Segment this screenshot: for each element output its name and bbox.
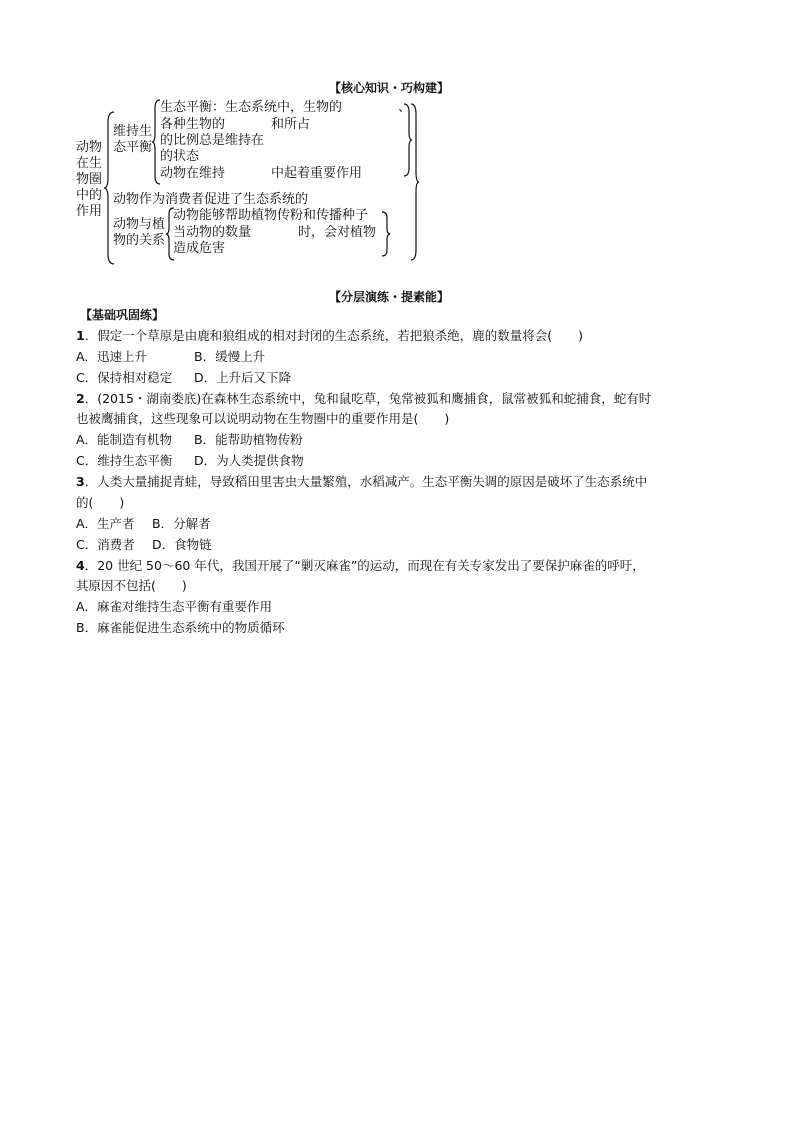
root-line-3: 物圈 [76,172,103,187]
b1-line-3: 的比例总是维持在 [160,133,265,148]
question-number: 2 [76,391,85,406]
question-number: 4 [76,558,85,573]
b1-line-1: 生态平衡：生态系统中，生物的 [160,100,343,115]
b1-line-2b: 和所占 [271,117,311,132]
q1-option-c[interactable]: C．保持相对稳定 [76,370,173,385]
q4-option-a[interactable]: A．麻雀对维持生态平衡有重要作用 [76,599,273,614]
branch1-line-2: 态平衡 [113,140,153,155]
b3-line-3: 造成危害 [173,241,226,256]
branch3-line-1: 动物与植 [113,217,166,232]
question-1-stem [76,328,583,344]
question-4-stem-line-1 [76,558,645,574]
question-text: ．20 世纪 50～60 年代，我国开展了“剿灭麻雀”的运动，而现在有关专家发出了要保护麻雀的呼吁， [84,558,645,573]
b1-line-2a: 各种生物的 [160,117,226,132]
q2-option-d[interactable]: D．为人类提供食物 [194,453,304,468]
question-2-stem-line-1 [76,391,651,407]
q3-option-b[interactable]: B．分解者 [152,516,211,531]
paren-close: ) [181,578,187,593]
q1-option-b[interactable]: B．缓慢上升 [194,349,266,364]
b3-right-brace [382,212,392,256]
branch-animal-plant [113,217,165,249]
b1-comma: 、 [398,100,412,115]
question-text: 也被鹰捕食，这些现象可以说明动物在生物圈中的重要作用是( [76,411,419,426]
q4-option-b[interactable]: B．麻雀能促进生态系统中的物质循环 [76,620,285,635]
question-text: ．人类大量捕捉青蛙，导致稻田里害虫大量繁殖，水稻减产。生态平衡失调的原因是破坏了生态系统中 [84,474,648,489]
b1-line-4: 的状态 [160,149,200,164]
b3-line-1: 动物能够帮助植物传粉和传播种子 [173,208,369,223]
question-number: 3 [76,474,85,489]
root-line-2: 在生 [76,156,103,171]
q1-option-d[interactable]: D．上升后又下降 [194,370,292,385]
section-title-core-knowledge: 【核心知识・巧构建】 [329,81,450,95]
question-2-stem-line-2 [76,411,449,427]
question-4-stem-line-2 [76,578,187,594]
root-line-1: 动物 [76,140,103,155]
question-text: ．假定一个草原是由鹿和狼组成的相对封闭的生态系统，若把狼杀绝，鹿的数量将会( [84,328,553,343]
paren-close: ) [444,411,450,426]
b1-line-5a: 动物在维持 [160,166,226,181]
subsection-title-basic: 【基础巩固练】 [80,308,165,322]
q1-option-a[interactable]: A．迅速上升 [76,349,148,364]
paren-close: ) [578,328,583,343]
branch1-line-1: 维持生 [113,124,153,139]
q2-option-a[interactable]: A．能制造有机物 [76,432,173,447]
root-line-4: 中的 [76,188,103,203]
root-line-5: 作用 [76,204,103,219]
b3-line-2b: 时，会对植物 [298,225,377,240]
q2-option-c[interactable]: C．维持生态平衡 [76,453,173,468]
question-text: ．(2015・湖南娄底)在森林生态系统中，兔和鼠吃草，兔常被狐和鹰捕食，鼠常被狐和蛇捕食，蛇有时 [84,391,652,406]
q3-option-d[interactable]: D．食物链 [152,537,212,552]
q3-option-c[interactable]: C．消费者 [76,537,135,552]
branch-maintain-balance [113,124,152,156]
paren-close: ) [119,495,125,510]
question-text: 的( [76,495,94,510]
branch3-line-2: 物的关系 [113,233,166,248]
question-text: 其原因不包括( [76,578,156,593]
b1-line-5b: 中起着重要作用 [271,166,363,181]
section-title-layered-practice: 【分层演练・提素能】 [329,290,450,304]
question-3-stem-line-1 [76,474,647,490]
branch-consumer-role: 动物作为消费者促进了生态系统的 [113,192,309,207]
right-brace-outer [411,104,421,260]
question-number: 1 [76,328,85,343]
q3-option-a[interactable]: A．生产者 [76,516,135,531]
question-3-stem-line-2 [76,495,124,511]
b3-line-2a: 当动物的数量 [173,225,252,240]
q2-option-b[interactable]: B．能帮助植物传粉 [194,432,303,447]
